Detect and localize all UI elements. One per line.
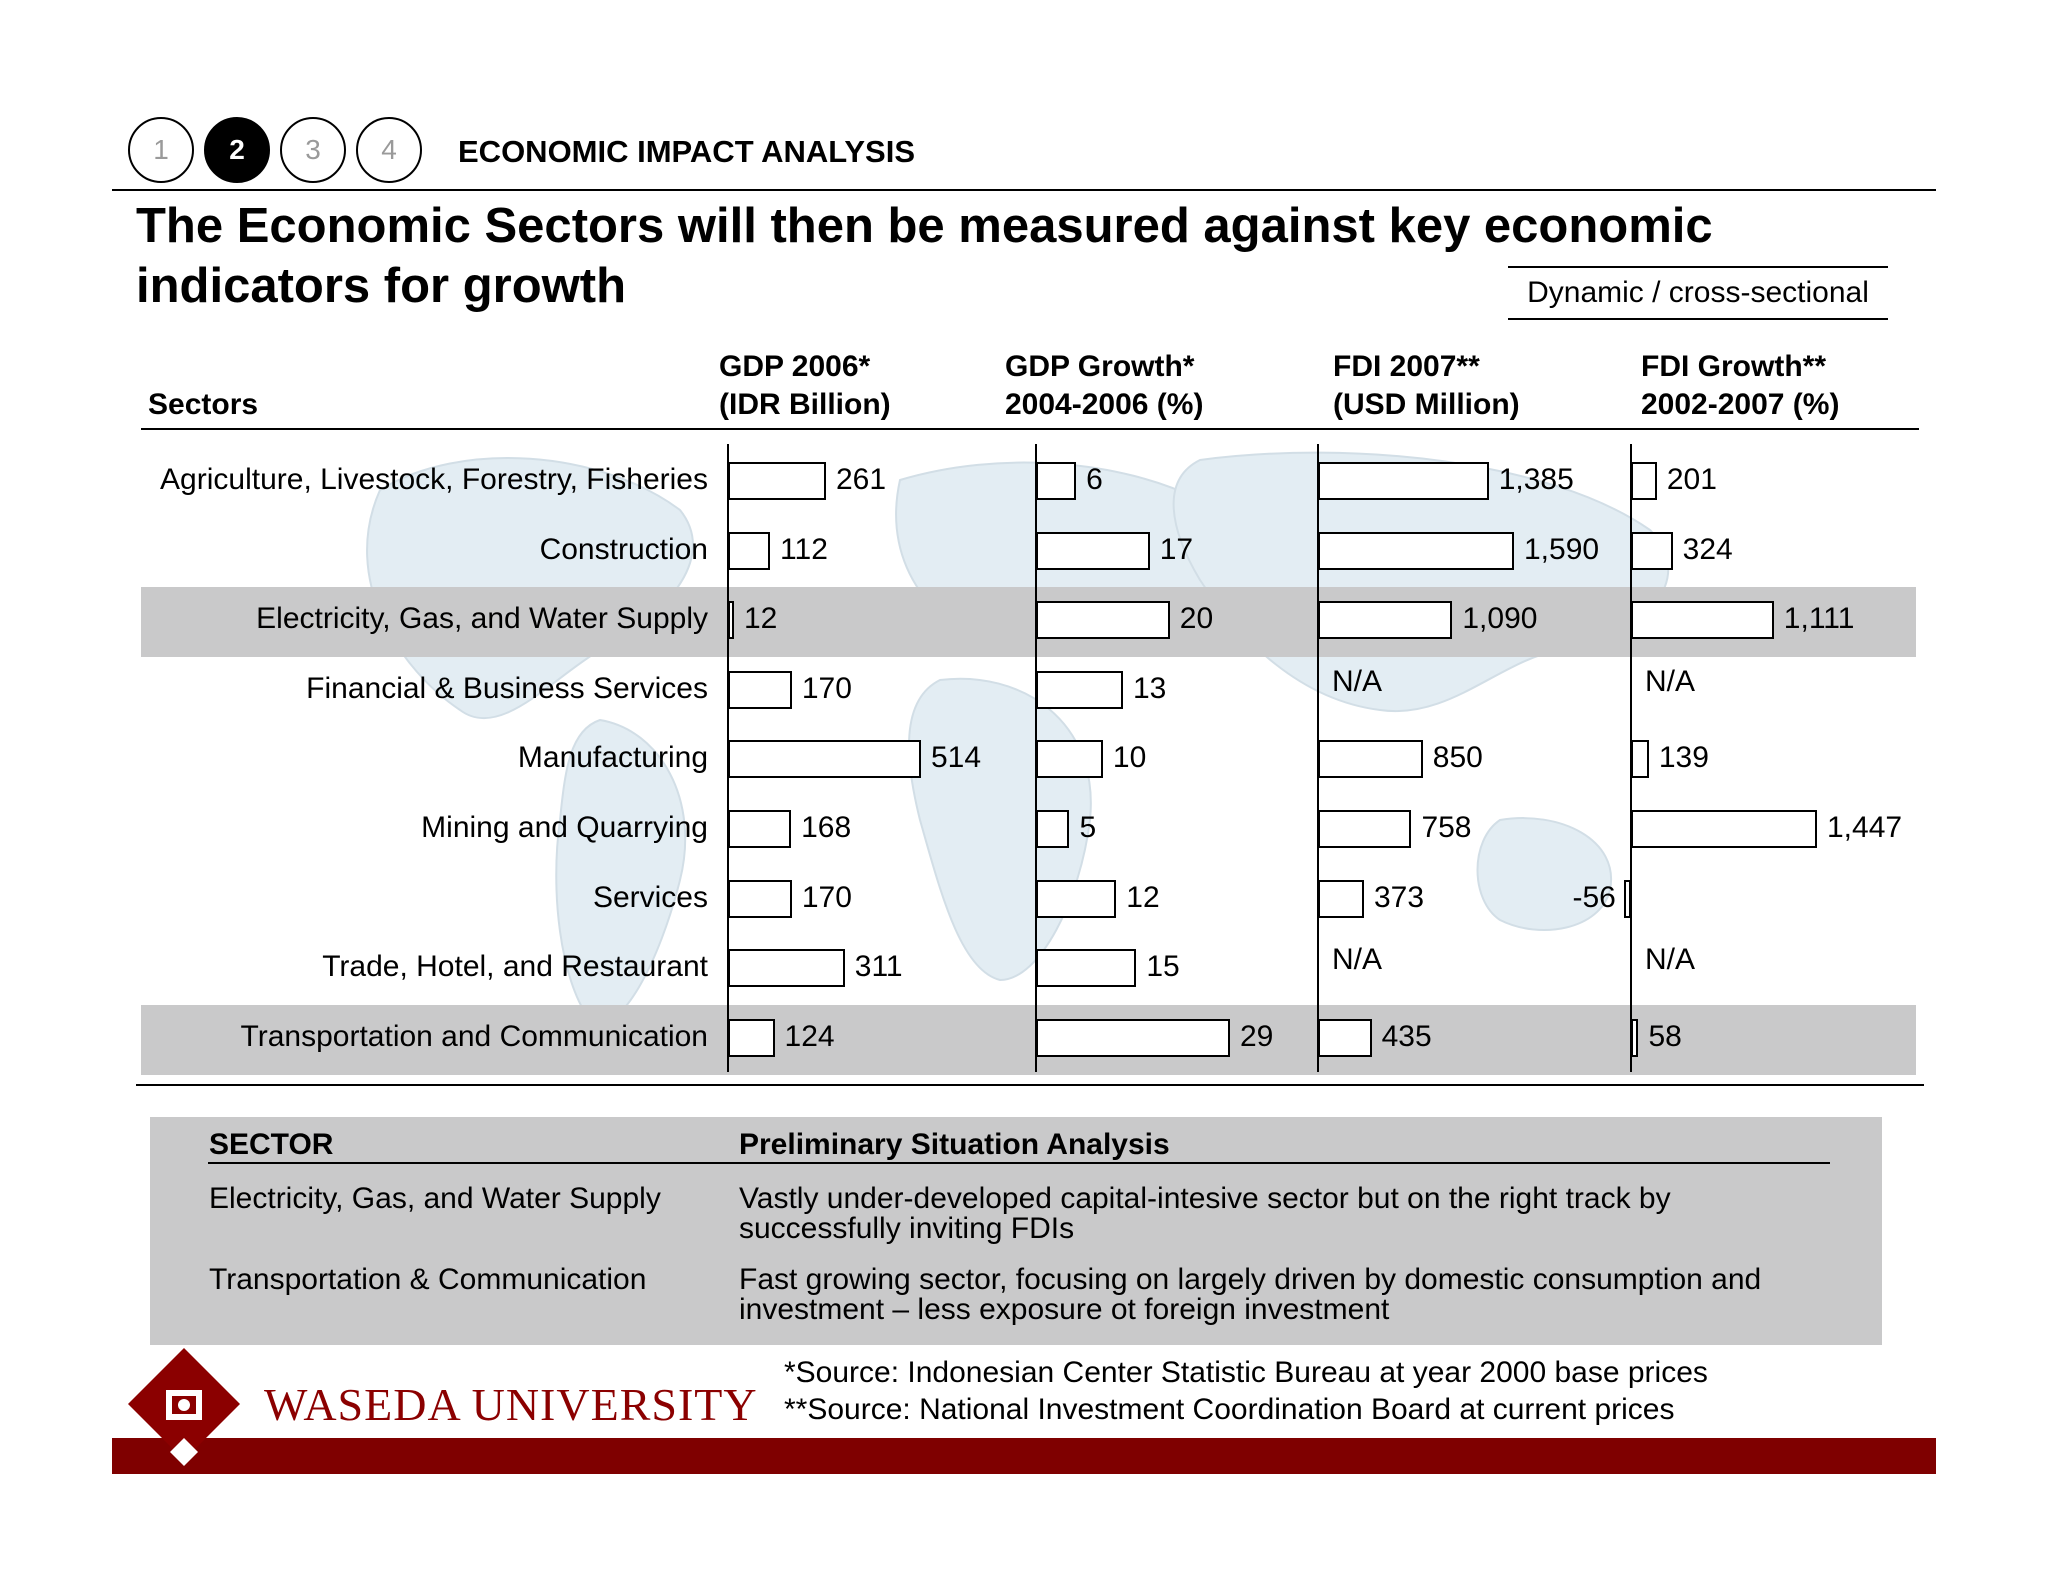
table-header-rule — [141, 428, 1919, 430]
waseda-logo-icon — [126, 1346, 242, 1468]
data-bar — [1036, 810, 1069, 848]
sector-label: Construction — [539, 532, 708, 566]
value-label: 17 — [1159, 532, 1194, 566]
data-bar — [1036, 532, 1150, 570]
value-label: 13 — [1132, 671, 1167, 705]
step-2-active[interactable]: 2 — [204, 117, 270, 183]
value-label: 324 — [1682, 532, 1733, 566]
data-bar — [728, 601, 734, 639]
data-bar — [1624, 880, 1631, 918]
data-bar — [1631, 740, 1649, 778]
data-bar — [1036, 949, 1136, 987]
analysis-row-sector: Transportation & Communication — [209, 1263, 647, 1296]
col-header-gdp: GDP 2006* (IDR Billion) — [719, 350, 891, 421]
value-label: 12 — [1126, 880, 1160, 914]
data-bar — [1036, 880, 1116, 918]
value-label: 1,111 — [1783, 602, 1855, 636]
data-bar — [1631, 532, 1673, 570]
value-label: 201 — [1666, 463, 1717, 496]
value-label: 1,090 — [1462, 602, 1538, 636]
data-bar — [1036, 1019, 1230, 1057]
sector-label: Agriculture, Livestock, Forestry, Fisheries — [160, 463, 708, 496]
value-label: 139 — [1658, 741, 1709, 775]
value-label: 514 — [931, 741, 982, 775]
data-bar — [728, 532, 770, 570]
data-bar — [1318, 601, 1452, 639]
analysis-header-rule — [208, 1162, 1830, 1164]
value-label: 1,590 — [1524, 532, 1600, 566]
brand-bar — [112, 1438, 1936, 1474]
data-bar — [728, 671, 792, 709]
col-header-fdi-growth: FDI Growth** 2002-2007 (%) — [1641, 350, 1840, 421]
value-label: 168 — [801, 811, 852, 844]
sector-label: Services — [592, 880, 708, 914]
data-bar — [728, 949, 845, 987]
col-header-fdi: FDI 2007** (USD Million) — [1333, 350, 1520, 421]
section-label: ECONOMIC IMPACT ANALYSIS — [458, 134, 915, 169]
data-bar — [1631, 1019, 1638, 1057]
data-bar — [1318, 1019, 1372, 1057]
data-bar — [1036, 462, 1076, 500]
col-header-gdp-growth: GDP Growth* 2004-2006 (%) — [1005, 350, 1204, 421]
value-label: 311 — [854, 950, 903, 984]
data-bar — [1631, 462, 1657, 500]
data-bar — [728, 1019, 775, 1057]
analysis-row-text: Vastly under-developed capital-intesive sector but on the right track by successfully inviting FDIs — [739, 1182, 1671, 1245]
data-bar — [1318, 810, 1411, 848]
data-bar — [1631, 810, 1817, 848]
data-bar — [1318, 740, 1423, 778]
value-label: 5 — [1079, 811, 1097, 844]
header-rule — [112, 189, 1936, 191]
value-label: 758 — [1421, 811, 1472, 844]
analysis-row-sector: Electricity, Gas, and Water Supply — [209, 1182, 661, 1215]
sectors-header: Sectors — [148, 388, 259, 421]
step-1[interactable]: 1 — [128, 117, 194, 183]
sector-label: Financial & Business Services — [306, 671, 708, 705]
footnote-fdi-source: **Source: National Investment Coordination Board at current prices — [784, 1393, 1675, 1426]
value-label: 10 — [1112, 741, 1147, 775]
page-title: The Economic Sectors will then be measured against key economic indicators for growth — [136, 199, 1713, 313]
data-bar — [1318, 532, 1514, 570]
value-label: 124 — [784, 1019, 835, 1053]
value-label: 850 — [1432, 741, 1483, 775]
data-bar — [728, 462, 826, 500]
table-bottom-rule — [136, 1084, 1924, 1086]
na-label: N/A — [1332, 943, 1383, 977]
value-label: 112 — [780, 532, 828, 566]
value-label: 29 — [1240, 1019, 1274, 1053]
data-bar — [728, 880, 792, 918]
sector-label: Transportation and Communication — [240, 1019, 708, 1053]
value-label: 373 — [1373, 880, 1425, 914]
na-label: N/A — [1645, 943, 1696, 977]
data-bar — [728, 740, 921, 778]
step-3[interactable]: 3 — [280, 117, 346, 183]
sector-label: Trade, Hotel, and Restaurant — [322, 950, 708, 984]
footnote-gdp-source: *Source: Indonesian Center Statistic Bureau at year 2000 base prices — [784, 1356, 1708, 1389]
brand-name: WASEDA UNIVERSITY — [264, 1379, 758, 1430]
value-label: 58 — [1648, 1019, 1682, 1053]
analysis-title-header: Preliminary Situation Analysis — [739, 1128, 1170, 1161]
data-bar — [1036, 740, 1103, 778]
value-label: 170 — [801, 671, 852, 705]
analysis-row-text: Fast growing sector, focusing on largely driven by domestic consumption and investment – less exposure ot foreign investment — [739, 1263, 1762, 1326]
sector-label: Mining and Quarrying — [421, 811, 708, 844]
data-bar — [1318, 462, 1489, 500]
value-label: 6 — [1086, 463, 1103, 496]
data-bar — [1036, 671, 1123, 709]
data-bar — [728, 810, 791, 848]
value-label: 170 — [801, 880, 852, 914]
value-label: -56 — [1572, 880, 1616, 914]
value-label: 435 — [1381, 1019, 1432, 1053]
value-label: 1,385 — [1498, 463, 1574, 496]
value-label: 1,447 — [1827, 811, 1903, 844]
sector-label: Manufacturing — [517, 741, 708, 775]
analysis-sector-header: SECTOR — [209, 1128, 334, 1161]
step-4[interactable]: 4 — [356, 117, 422, 183]
data-bar — [1318, 880, 1364, 918]
data-bar — [1631, 601, 1774, 639]
tag-dynamic-cross-sectional: Dynamic / cross-sectional — [1508, 266, 1888, 320]
value-label: 20 — [1179, 602, 1214, 636]
data-bar — [1036, 601, 1170, 639]
na-label: N/A — [1645, 664, 1696, 698]
value-label: 12 — [744, 602, 778, 636]
sector-label: Electricity, Gas, and Water Supply — [256, 602, 708, 636]
na-label: N/A — [1332, 664, 1383, 698]
value-label: 261 — [836, 463, 887, 496]
value-label: 15 — [1146, 950, 1180, 984]
